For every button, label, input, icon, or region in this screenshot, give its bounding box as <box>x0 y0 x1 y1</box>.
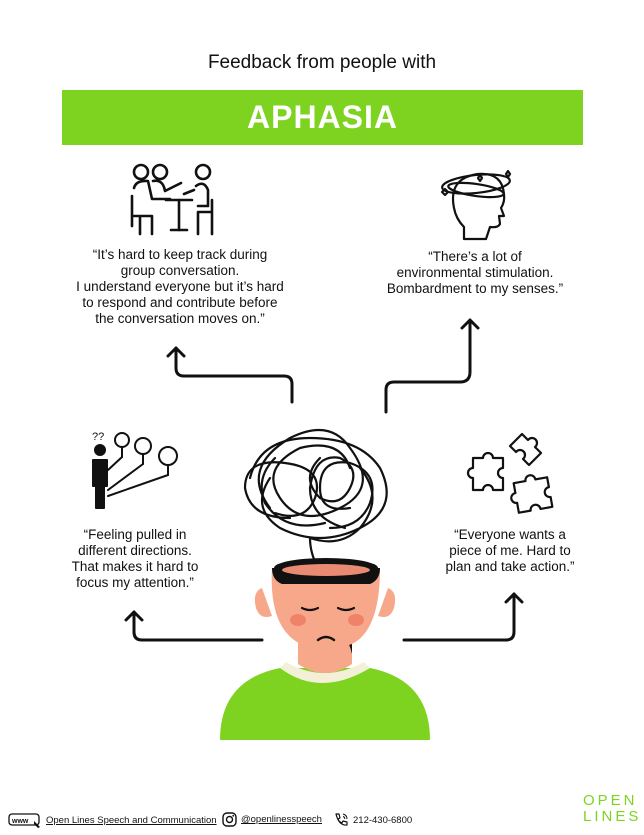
svg-text:??: ?? <box>92 431 105 443</box>
instagram-icon <box>222 812 237 827</box>
tangled-thoughts-scribble <box>245 430 387 568</box>
quote-environmental-stimulation: “There’s a lot of environmental stimulation. Bombardment to my senses.” <box>386 249 564 296</box>
shirt <box>220 662 430 740</box>
phone-text: 212-430-6800 <box>353 814 413 826</box>
logo-bottom: LINES <box>583 808 642 825</box>
open-lines-logo <box>583 792 642 825</box>
website-link[interactable] <box>8 812 217 828</box>
phone-contact[interactable] <box>333 812 412 828</box>
instagram-text[interactable]: @openlinesspeech <box>241 814 322 825</box>
www-icon <box>8 812 42 828</box>
svg-text:www: www <box>12 818 29 825</box>
phone-icon <box>333 812 349 828</box>
page-title: Feedback from people with <box>207 52 437 73</box>
quote-pulled-directions: “Feeling pulled in different directions. That makes it hard to focus my attention.” <box>71 527 199 590</box>
footer <box>0 808 644 835</box>
logo-top: OPEN <box>583 792 638 809</box>
overwhelmed-person-illustration <box>210 418 440 740</box>
arrow-to-group-quote <box>168 348 292 402</box>
quote-everyone-wants: “Everyone wants a piece of me. Hard to plan and take action.” <box>445 527 575 574</box>
instagram-link[interactable] <box>222 812 322 827</box>
arrow-to-stimulation-quote <box>386 320 478 412</box>
website-text[interactable]: Open Lines Speech and Communication <box>46 814 217 826</box>
banner-title: APHASIA <box>246 99 398 135</box>
quote-group-conversation: “It’s hard to keep track during group conversation. I understand everyone but it’s hard to respond and contribute before the conversation moves on.” <box>76 247 284 326</box>
head <box>255 558 395 649</box>
